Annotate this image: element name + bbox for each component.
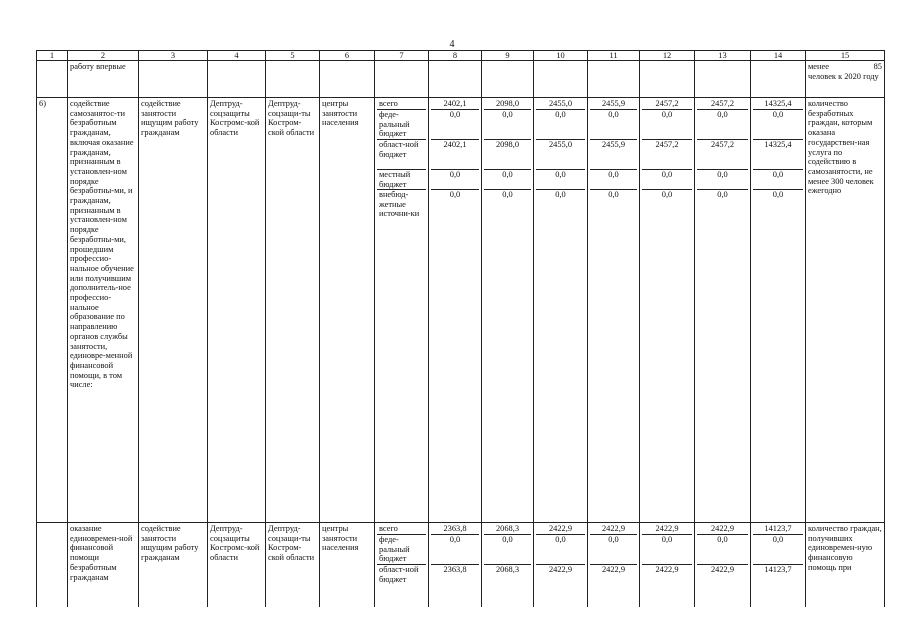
col-header: 13	[695, 51, 751, 61]
submeasure-goal: содействие занятости ищущим работу гражданам	[139, 523, 208, 608]
year-values: 2422,9 0,0 2422,9	[695, 523, 751, 608]
col-header: 6	[320, 51, 375, 61]
col-header: 3	[139, 51, 208, 61]
col-header: 9	[482, 51, 534, 61]
total-values: 14325,4 0,0 14325,4 0,0 0,0	[751, 98, 806, 523]
co-executor: Дептруд-соцзащи-ты Костром-ской области	[266, 523, 320, 608]
col-header: 11	[588, 51, 640, 61]
year-values: 2422,9 0,0 2422,9	[534, 523, 588, 608]
year-values: 2455,9 0,0 2455,9 0,0 0,0	[588, 98, 640, 523]
submeasure-name: оказание единовремен-ной финансовой помощи безработным гражданам	[68, 523, 139, 608]
column-number-row	[37, 51, 885, 61]
col-header: 5	[266, 51, 320, 61]
col-header: 15	[806, 51, 885, 61]
funding-sources: всего феде-ральный бюджет област-ной бюджет местный бюджет внебюд-жетные источни-ки	[375, 98, 429, 523]
table-row-sub	[37, 523, 885, 608]
col-header: 1	[37, 51, 68, 61]
col-header: 2	[68, 51, 139, 61]
col-header: 4	[208, 51, 266, 61]
participants: центры занятости населения	[320, 98, 375, 523]
year-values: 2457,2 0,0 2457,2 0,0 0,0	[640, 98, 695, 523]
page-number: 4	[449, 39, 455, 50]
carryover-row	[37, 61, 885, 98]
target-indicator: количество граждан, получивших единовремен-ную финансовую помощь при	[806, 523, 885, 608]
col-header: 12	[640, 51, 695, 61]
measure-goal: содействие занятости ищущим работу гражданам	[139, 98, 208, 523]
co-executor: Дептруд-соцзащи-ты Костром-ской области	[266, 98, 320, 523]
responsible-executor: Дептруд-соцзащиты Костромс-кой области	[208, 98, 266, 523]
col-header: 14	[751, 51, 806, 61]
row-number: 6)	[37, 98, 68, 523]
col-header: 7	[375, 51, 429, 61]
target-indicator: количество безработных граждан, которым оказана государствен-ная услуга по содействию в самозанятости, не менее 300 человек ежегодно	[806, 98, 885, 523]
table-row-main	[37, 98, 885, 523]
year-values: 2402,1 0,0 2402,1 0,0 0,0	[429, 98, 482, 523]
carryover-indicator: менее 85 человек к 2020 году	[806, 61, 885, 98]
program-table	[36, 50, 885, 607]
responsible-executor: Дептруд-соцзащиты Костромс-кой области	[208, 523, 266, 608]
year-values: 2455,0 0,0 2455,0 0,0 0,0	[534, 98, 588, 523]
carryover-text: работу впервые	[68, 61, 139, 98]
col-header: 8	[429, 51, 482, 61]
total-values: 14123,7 0,0 14123,7	[751, 523, 806, 608]
year-values: 2422,9 0,0 2422,9	[640, 523, 695, 608]
funding-sources: всего феде-ральный бюджет област-ной бюджет	[375, 523, 429, 608]
year-values: 2098,0 0,0 2098,0 0,0 0,0	[482, 98, 534, 523]
year-values: 2068,3 0,0 2068,3	[482, 523, 534, 608]
year-values: 2457,2 0,0 2457,2 0,0 0,0	[695, 98, 751, 523]
col-header: 10	[534, 51, 588, 61]
year-values: 2422,9 0,0 2422,9	[588, 523, 640, 608]
year-values: 2363,8 0,0 2363,8	[429, 523, 482, 608]
participants: центры занятости населения	[320, 523, 375, 608]
measure-name: содействие самозанятос-ти безработным гражданам, включая оказание гражданам, признанным в установлен-ном порядке безработны-ми, и гражданам, признанным в установлен-ном порядке безработны-ми, прошедшим профессио-нальное обучение или получившим дополнитель-ное профессио-нальное образование по направлению органов службы занятости, единовре-менной финансовой помощи, в том числе:	[68, 98, 139, 523]
